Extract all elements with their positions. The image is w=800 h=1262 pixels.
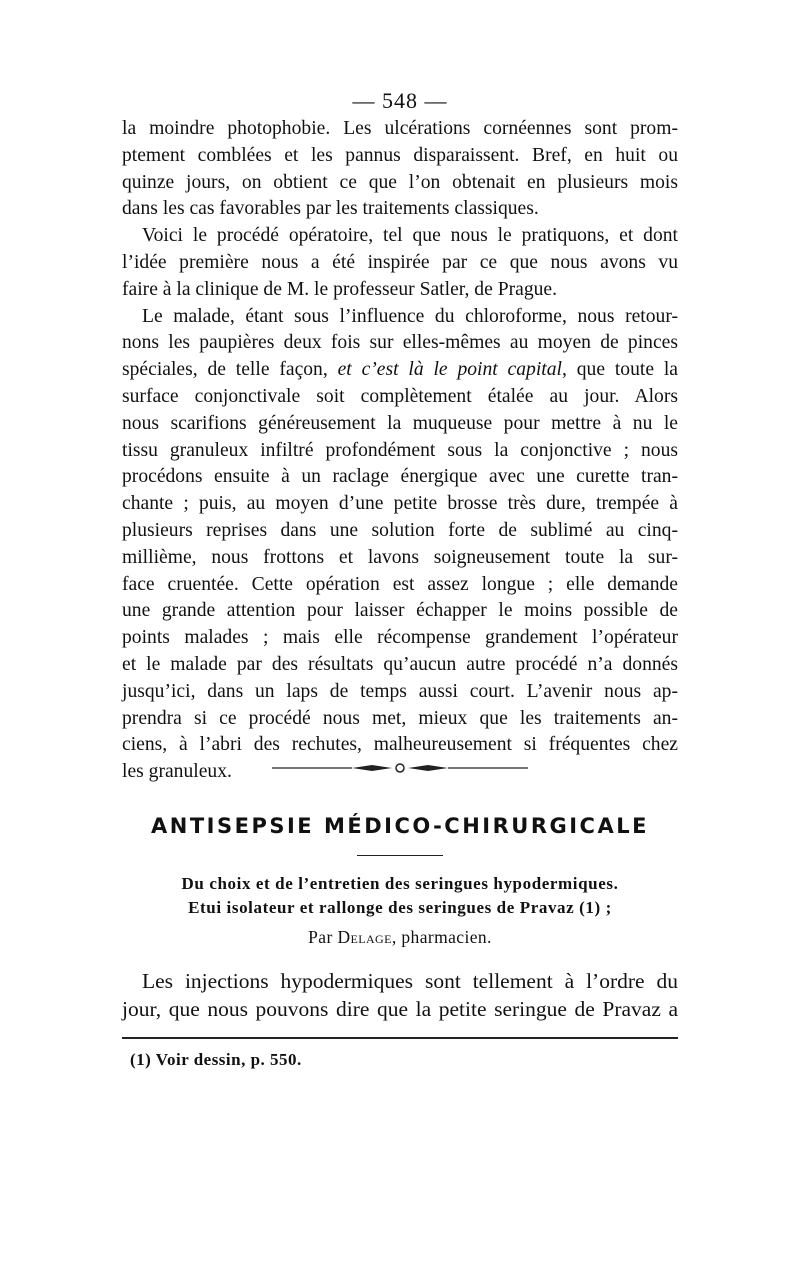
text-line: nons les paupières deux fois sur elles-mêmes au moyen de pinces — [122, 332, 678, 354]
article-title-line-2: Etui isolateur et rallonge des seringues de Pravaz (1) ; — [188, 898, 612, 917]
text-line: la moindre photophobie. Les ulcérations cornéennes sont prom- — [122, 118, 678, 139]
text-line: quinze jours, on obtient ce que l’on obtenait en plusieurs mois — [122, 171, 678, 193]
page-number: — 548 — — [352, 88, 448, 113]
text-line: millième, nous frottons et lavons soigneusement toute la sur- — [122, 546, 678, 568]
text-line: procédons ensuite à un raclage énergique avec une curette tran- — [122, 466, 678, 488]
text-line: les granuleux. — [122, 761, 232, 783]
text-line: jusqu’ici, dans un laps de temps aussi court. L’avenir nous ap- — [122, 680, 678, 702]
section-title: ANTISEPSIE MÉDICO-CHIRURGICALE — [151, 814, 649, 838]
text-line: jour, que nous pouvons dire que la petite seringue de Pravaz a — [122, 996, 678, 1021]
byline-suffix: , pharmacien. — [391, 927, 492, 947]
text-line: tissu granuleux infiltré profondément sous la conjonctive ; nous — [122, 439, 678, 461]
byline — [0, 927, 800, 948]
text-line: points malades ; mais elle récompense grandement l’opérateur — [122, 627, 678, 649]
text-line: surface conjonctivale soit complètement étalée au jour. Alors — [122, 385, 678, 407]
text-line: dans les cas favorables par les traitements classiques. — [122, 198, 539, 220]
text-line: plusieurs reprises dans une solution forte de sublimé au cinq- — [122, 519, 678, 541]
paragraph-3 — [122, 304, 678, 786]
title-rule — [357, 855, 443, 856]
paragraph-1 — [122, 116, 678, 223]
text-line: nous scarifions généreusement la muqueuse pour mettre à nu le — [122, 412, 678, 434]
text-line: ciens, à l’abri des rechutes, malheureusement si fréquentes chez — [122, 734, 678, 756]
article-title-line-1: Du choix et de l’entretien des seringues hypodermiques. — [181, 874, 619, 893]
text-line: ptement comblées et les pannus disparaissent. Bref, en huit ou — [122, 144, 678, 166]
text-line: chante ; puis, au moyen d’une petite brosse très dure, trempée à — [122, 493, 678, 515]
ornamental-divider — [272, 762, 528, 774]
text-line: spéciales, de telle façon, et c’est là le point capital, que toute la — [122, 359, 678, 381]
footnote: (1) Voir dessin, p. 550. — [130, 1050, 302, 1069]
text-line: Le malade, étant sous l’influence du chloroforme, nous retour- — [142, 305, 678, 327]
text-line: Voici le procédé opératoire, tel que nous le pratiquons, et dont — [142, 225, 678, 247]
text-line: une grande attention pour laisser échapper le moins possible de — [122, 600, 678, 622]
text-line: prendra si ce procédé nous met, mieux que les traitements an- — [122, 707, 678, 729]
text-line: face cruentée. Cette opération est assez longue ; elle demande — [122, 573, 678, 595]
text-line: faire à la clinique de M. le professeur Satler, de Prague. — [122, 278, 558, 300]
text-line: Les injections hypodermiques sont tellement à l’ordre du — [142, 969, 678, 993]
text-line: et le malade par des résultats qu’aucun autre procédé n’a donnés — [122, 653, 678, 675]
paragraph-2 — [122, 223, 678, 303]
intro-paragraph — [122, 968, 678, 1023]
byline-author: Delage — [337, 927, 392, 947]
byline-prefix: Par — [308, 927, 333, 947]
text-line: l’idée première nous a été inspirée par ce que nous avons vu — [122, 251, 678, 273]
footnote-rule — [122, 1037, 678, 1039]
